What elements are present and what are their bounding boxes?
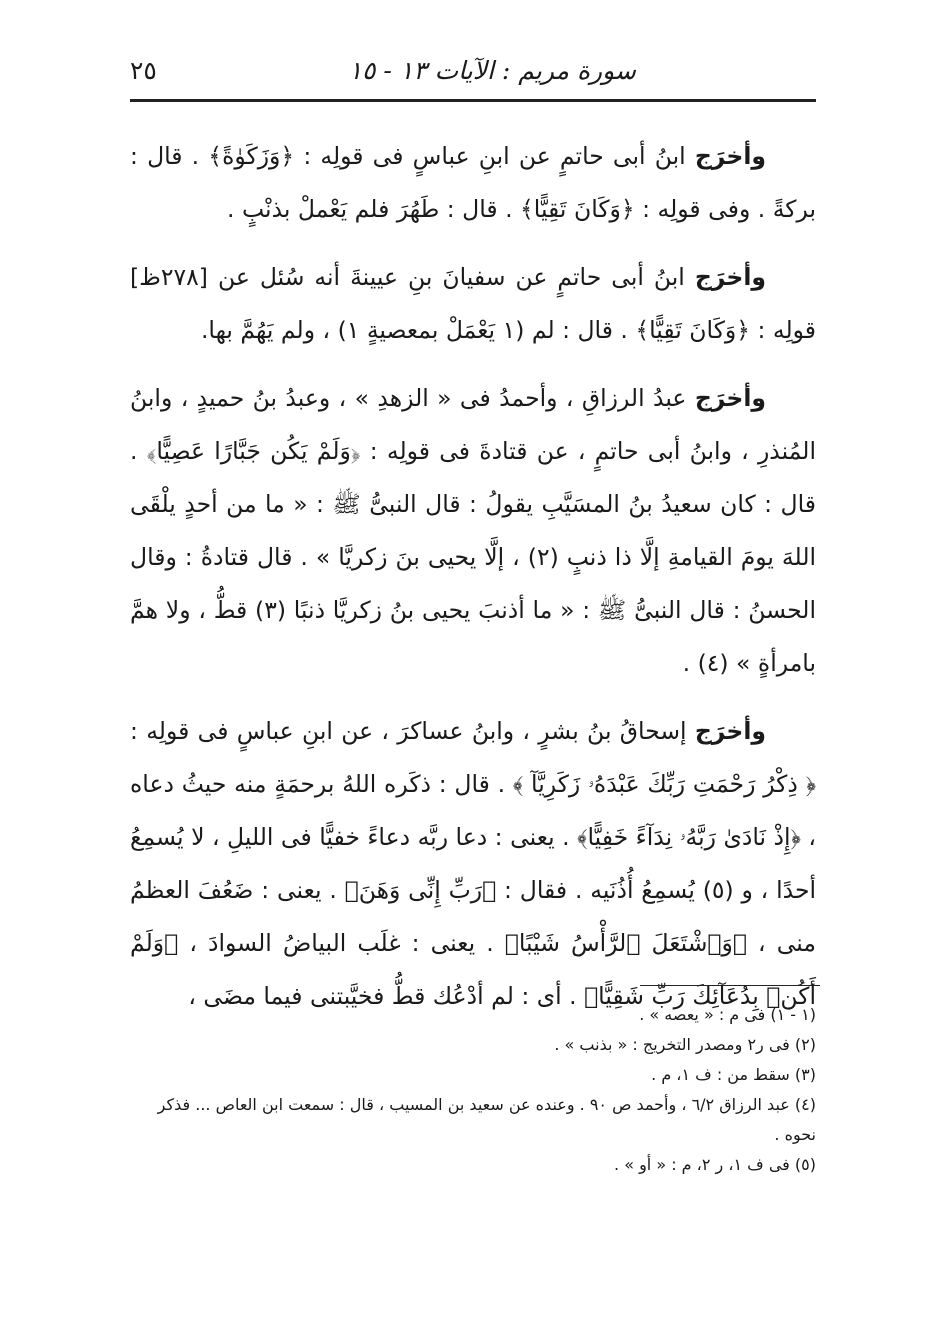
- paragraph: [130, 705, 816, 1023]
- header-rule: [130, 99, 816, 102]
- paragraph-lead: وأخرَج: [694, 263, 766, 291]
- paragraph-text: ابنُ أبى حاتمٍ عن ابنِ عباسٍ فى قولِه : ﴿وَزَكَوٰةً﴾ . قال : بركةً . وفى قولِه : ﴿وَكَانَ تَقِيًّا﴾ . قال : طَهُرَ فلم يَعْملْ بذنْبٍ .: [130, 142, 816, 223]
- footnote-separator: [640, 985, 820, 986]
- paragraph: [130, 130, 816, 236]
- page-number: ٢٥: [130, 56, 157, 85]
- footnote: (٣) سقط من : ف ١، م .: [651, 1065, 816, 1084]
- paragraph-lead: وأخرَج: [694, 384, 766, 412]
- footnote: (٢) فى ر٢ ومصدر التخريج : « بذنب » .: [554, 1035, 816, 1054]
- running-header-title: سورة مريم : الآيات ١٣ - ١٥: [348, 56, 636, 85]
- paragraph-text: عبدُ الرزاقِ ، وأحمدُ فى « الزهدِ » ، وعبدُ بنُ حميدٍ ، وابنُ المُنذرِ ، وابنُ أبى حاتمٍ ، عن قتادةَ فى قولِه : ﴿وَلَمْ يَكُن جَبَّارًا عَصِيًّا﴾ . قال : كان سعيدُ بنُ المسَيَّبِ يقولُ : قال النبىُّ ﷺ : « ما من أحدٍ يلْقَى اللهَ يومَ القيامةِ إلَّا ذا ذنبٍ (٢) ، إلَّا يحيى بنَ زكريَّا » . قال قتادةُ : وقال الحسنُ : قال النبىُّ ﷺ : « ما أذنبَ يحيى بنُ زكريَّا ذنبًا (٣) قطُّ ، ولا همَّ بامرأةٍ » (٤) .: [130, 384, 817, 677]
- running-header: [130, 52, 816, 92]
- paragraph: [130, 251, 816, 357]
- paragraph-text: إسحاقُ بنُ بشرٍ ، وابنُ عساكرَ ، عن ابنِ عباسٍ فى قولِه : ﴿ ذِكْرُ رَحْمَتِ رَبِّكَ عَبْدَهُۥ زَكَرِيَّآ ﴾ . قال : ذكَره اللهُ برحمَةٍ منه حيثُ دعاه ، ﴿إِذْ نَادَىٰ رَبَّهُۥ نِدَآءً خَفِيًّا﴾ . يعنى : دعا ربَّه دعاءً خفيًّا فى الليلِ ، لا يُسمِعُ أحدًا ، و (٥) يُسمِعُ أُذُنَيه . فقال : ﴿رَبِّ إِنِّى وَهَنَ﴾ . يعنى : ضَعُفَ العظمُ منى ، ﴿وَٱشْتَعَلَ ٱلرَّأْسُ شَيْبًا﴾ . يعنى : غلَب البياضُ السوادَ ، ﴿وَلَمْ أَكُنۢ بِدُعَآئِكَ رَبِّ شَقِيًّا﴾ . أى : لم أدْعُك قطُّ فخيَّبتنى فيما مضَى ،: [130, 717, 817, 1010]
- paragraph-text: ابنُ أبى حاتمٍ عن سفيانَ بنِ عيينةَ أنه سُئل عن [٢٧٨ظ] قولِه : ﴿وَكَانَ تَقِيًّا﴾ . قال : لم (١ يَعْمَلْ بمعصيةٍ ١) ، ولم يَهُمَّ بها.: [130, 263, 816, 344]
- footnote: (٤) عبد الرزاق ٦/٢ ، وأحمد ص ٩٠ . وعنده عن سعيد بن المسيب ، قال : سمعت ابن العاص ... فذكر نحوه .: [157, 1095, 816, 1144]
- footnotes: [130, 1000, 816, 1180]
- paragraph: [130, 372, 816, 690]
- footnote: (٥) فى ف ١، ر ٢، م : « أو » .: [614, 1155, 816, 1174]
- paragraph-lead: وأخرَج: [694, 717, 766, 745]
- footnote: (١ - ١) فى م : « يعصه » .: [639, 1005, 816, 1024]
- main-text: [130, 130, 816, 1038]
- paragraph-lead: وأخرَج: [694, 142, 766, 170]
